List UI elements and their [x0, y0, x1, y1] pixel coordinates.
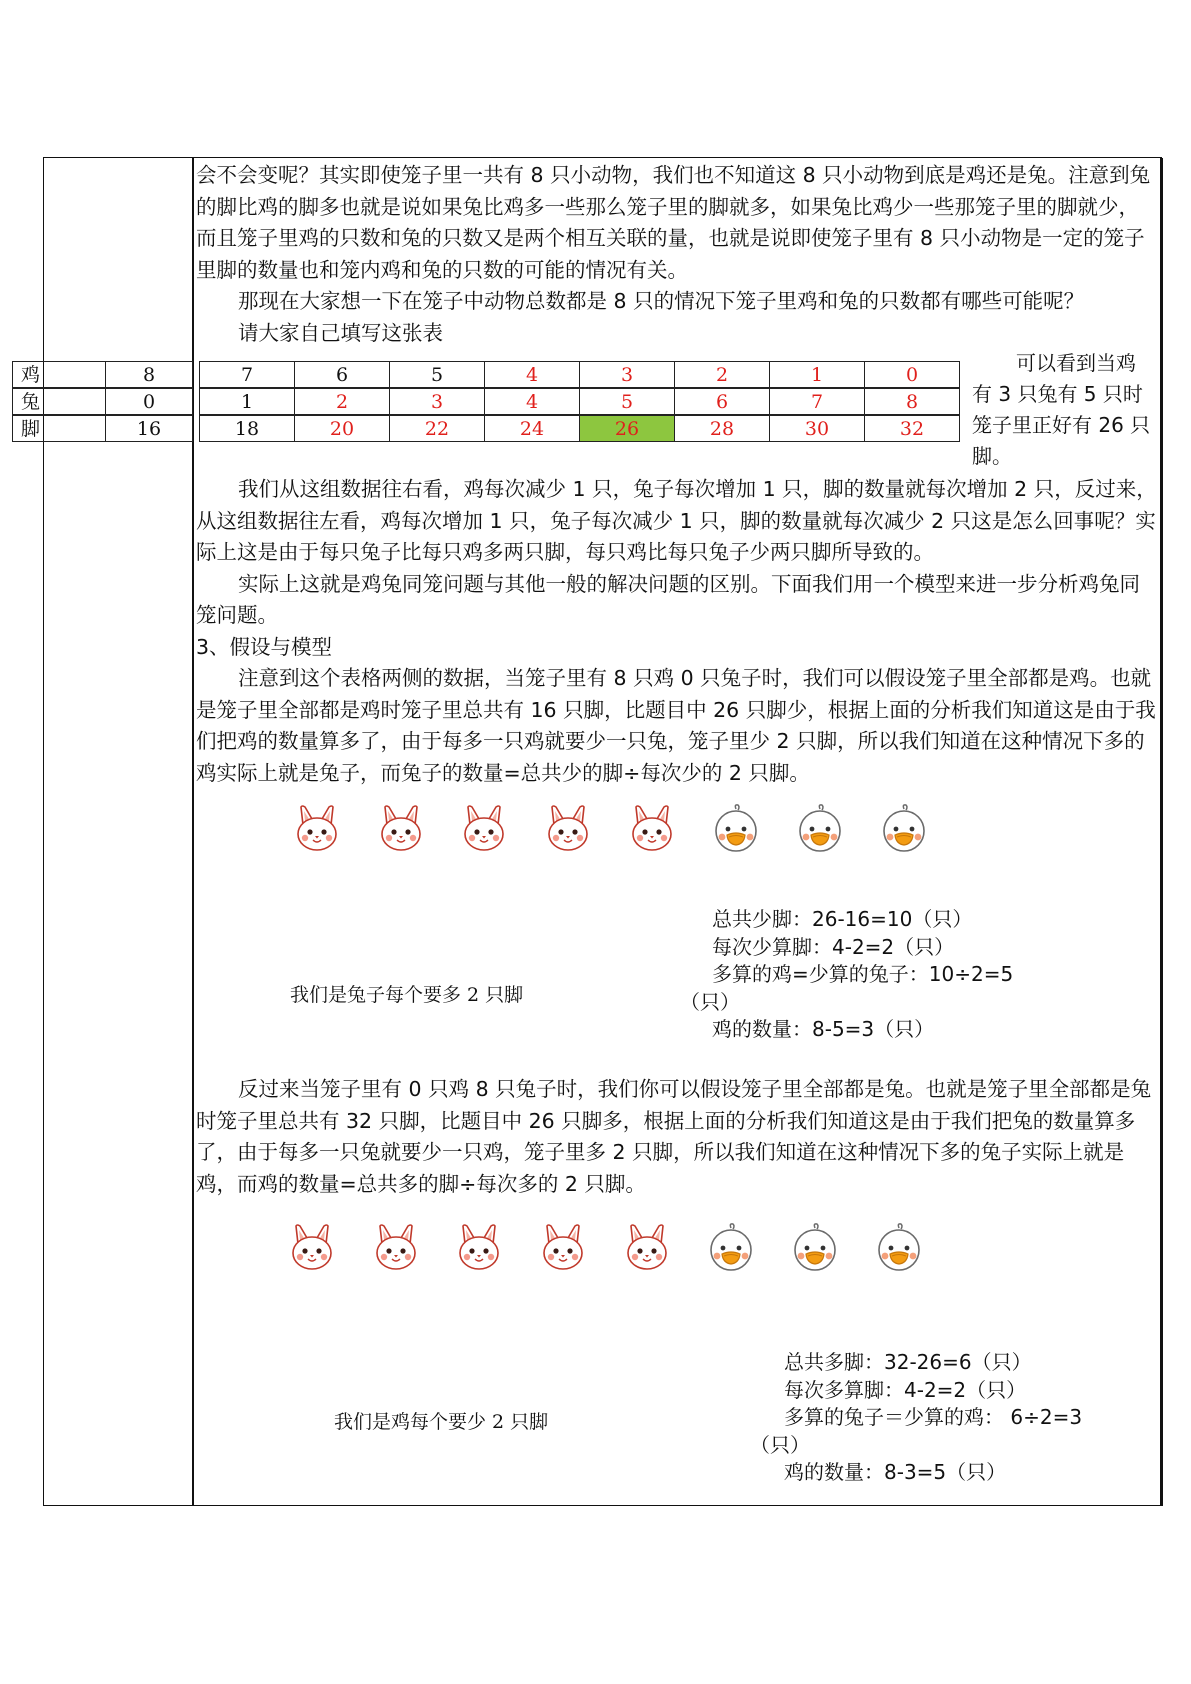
- intro-paragraph: 会不会变呢？其实即使笼子里一共有 8 只小动物，我们也不知道这 8 只小动物到底是鸡还是兔。注意到兔的脚比鸡的脚多也就是说如果兔比鸡多一些那么笼子里的脚就多，如果兔比鸡少一些那笼子里的脚就少，而且笼子里鸡的只数和兔的只数又是两个相互关联的量，也就是说即使笼子里有 8 只小动物是一定的笼子里脚的数量也和笼内鸡和兔的只数的可能的情况有关。: [196, 163, 1151, 282]
- frame-top-line: [43, 157, 1162, 158]
- calc-line: 鸡的数量：8-5=3（只）: [712, 1017, 935, 1041]
- table-cell: 30: [769, 415, 865, 442]
- frame-bottom-line: [43, 1505, 1162, 1506]
- row-label-feet: 脚: [12, 415, 106, 442]
- model2-note: 我们是鸡每个要少 2 只脚: [334, 1411, 549, 1433]
- table-cell: 32: [864, 415, 960, 442]
- rabbit-icon: [623, 1222, 671, 1272]
- table-cell: 0: [105, 388, 193, 415]
- rabbit-icon: [455, 1222, 503, 1272]
- side-note-line: 笼子里正好有 26 只: [972, 413, 1151, 437]
- calc-line: 多算的兔子＝少算的鸡： 6÷2=3: [784, 1405, 1083, 1429]
- table-cell: 2: [674, 361, 770, 388]
- side-note: [972, 348, 1162, 472]
- rabbit-icon: [628, 803, 676, 853]
- table-cell: 4: [484, 388, 580, 415]
- table-cell: 20: [294, 415, 390, 442]
- table-cell: 6: [294, 361, 390, 388]
- pattern-paragraph: 实际上这就是鸡兔同笼问题与其他一般的解决问题的区别。下面我们用一个模型来进一步分析鸡兔同笼问题。: [196, 571, 1140, 627]
- calc-line: 每次多算脚：4-2=2（只）: [784, 1377, 1027, 1402]
- table-cell: 28: [674, 415, 770, 442]
- rabbit-icon: [377, 803, 425, 853]
- instruction-line: 请大家自己填写这张表: [238, 320, 443, 345]
- question-line: 那现在大家想一下在笼子中动物总数都是 8 只的情况下笼子里鸡和兔的只数都有哪些可能呢？: [238, 289, 1085, 313]
- model1-calculation: [680, 906, 1030, 1041]
- table-cell: 7: [199, 361, 295, 388]
- table-cell: 5: [389, 361, 485, 388]
- analysis-block: [196, 474, 1158, 789]
- intro-block: [196, 160, 1158, 349]
- table-cell: 18: [199, 415, 295, 442]
- calc-line: 每次少算脚：4-2=2（只）: [712, 934, 955, 959]
- table-cell: 3: [389, 388, 485, 415]
- highlighted-cell: 26: [579, 415, 675, 442]
- assume-chicken-paragraph: 注意到这个表格两侧的数据，当笼子里有 8 只鸡 0 只兔子时，我们可以假设笼子里全部都是鸡。也就是笼子里全部都是鸡时笼子里总共有 16 只脚，比题目中 26 只脚少，根据上面的分析我们知道这是由于我们把鸡的数量算多了，由于每多一只鸡就要少一只兔，笼子里少 2 只脚，所以我们知道在这种情况下多的鸡实际上就是兔子，而兔子的数量=总共少的脚÷每次少的 2 只脚。: [196, 666, 1156, 785]
- rabbit-icon: [372, 1222, 420, 1272]
- table-cell: 7: [769, 388, 865, 415]
- duck-icon: [712, 803, 760, 853]
- duck-icon: [880, 803, 928, 853]
- table-cell: 1: [769, 361, 865, 388]
- rabbit-icon: [539, 1222, 587, 1272]
- table-cell: 0: [864, 361, 960, 388]
- table-cell: 2: [294, 388, 390, 415]
- side-note-line: 脚。: [972, 444, 1012, 468]
- table-cell: 16: [105, 415, 193, 442]
- duck-icon: [796, 803, 844, 853]
- table-cell: 4: [484, 361, 580, 388]
- row-label-rabbit: 兔: [12, 388, 106, 415]
- assume-rabbit-paragraph: 反过来当笼子里有 0 只鸡 8 只兔子时，我们你可以假设笼子里全部都是兔。也就是笼子里全部都是兔时笼子里总共有 32 只脚，比题目中 26 只脚多，根据上面的分析我们知道这是由于我们把兔的数量算多了，由于每多一只兔就要少一只鸡，笼子里多 2 只脚，所以我们知道在这种情况下多的兔子实际上就是鸡，而鸡的数量=总共多的脚÷每次多的 2 只脚。: [196, 1077, 1152, 1196]
- table-cell: 8: [105, 361, 193, 388]
- row-label-chicken: 鸡: [12, 361, 106, 388]
- table-cell: 24: [484, 415, 580, 442]
- calc-line: 总共少脚：26-16=10（只）: [712, 907, 973, 931]
- duck-icon: [707, 1222, 755, 1272]
- duck-icon: [791, 1222, 839, 1272]
- calc-line: 鸡的数量：8-3=5（只）: [784, 1460, 1007, 1484]
- table-cell: 6: [674, 388, 770, 415]
- calc-line: 总共多脚：32-26=6（只）: [784, 1350, 1032, 1374]
- calc-line: 多算的鸡=少算的兔子：10÷2=5: [712, 962, 1014, 986]
- rabbit-icon: [544, 803, 592, 853]
- calc-line: （只）: [680, 989, 740, 1014]
- section-heading: 3、假设与模型: [196, 634, 333, 659]
- duck-icon: [875, 1222, 923, 1272]
- rabbit-icon: [293, 803, 341, 853]
- pattern-paragraph: 我们从这组数据往右看，鸡每次减少 1 只，兔子每次增加 1 只，脚的数量就每次增加 2 只，反过来，从这组数据往左看，鸡每次增加 1 只，兔子每次减少 1 只，脚的数量就每次减少 2 只这是怎么回事呢？实际上这是由于每只兔子比每只鸡多两只脚，每只鸡比每只兔子少两只脚所导致的。: [196, 477, 1157, 564]
- table-cell: 1: [199, 388, 295, 415]
- table-cell: 8: [864, 388, 960, 415]
- side-note-line: 有 3 只兔有 5 只时: [972, 382, 1143, 406]
- table-cell: 5: [579, 388, 675, 415]
- model1-note: 我们是兔子每个要多 2 只脚: [290, 984, 524, 1006]
- assume-rabbit-block: [196, 1074, 1158, 1200]
- table-cell: 22: [389, 415, 485, 442]
- rabbit-icon: [460, 803, 508, 853]
- calc-line: （只）: [750, 1432, 810, 1457]
- rabbit-icon: [288, 1222, 336, 1272]
- table-cell: 3: [579, 361, 675, 388]
- side-note-line: 可以看到当鸡: [1016, 351, 1136, 375]
- model2-calculation: [750, 1349, 1130, 1484]
